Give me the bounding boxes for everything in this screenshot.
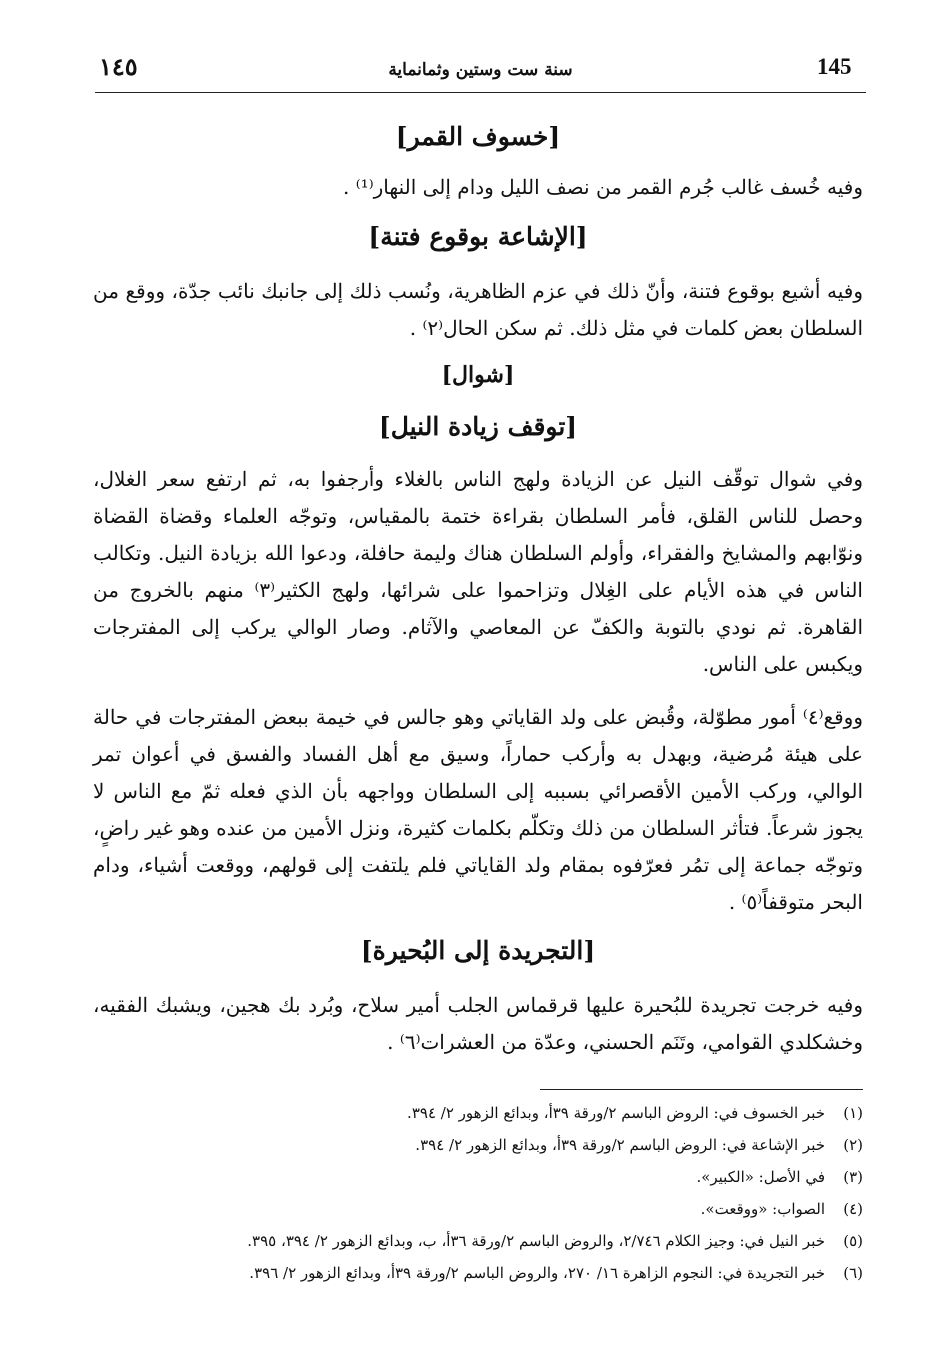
- footnote-text: في الأصل: «الكبير».: [696, 1168, 825, 1186]
- section-heading: [الإشاعة بوقوع فتنة]: [368, 222, 588, 251]
- running-title: سنة ست وستين وثمانماية: [388, 60, 573, 80]
- footnote-number: (٥): [843, 1232, 863, 1250]
- footnote: [93, 1225, 863, 1257]
- section-heading: [التجريدة إلى البُحيرة]: [360, 936, 596, 965]
- paragraph: ووقع⁽٤⁾ أمور مطوّلة، وقُبض على ولد القاياتي وهو جالس في خيمة ببعض المفترجات في حالة على هيئة مُرضية، وبهدل به وأركب حماراً، وسيق مع أهل الفساد والفسق في أعوان تمر الوالي، وركب الأمين الأقصرائي بسببه إلى السلطان وواجهه بأن الذي فعله ثمّ مع الناس لا يجوز شرعاً. فتأثر السلطان من ذلك وتكلّم بكلمات كثيرة، ونزل الأمين من عنده وهو غير راضٍ، وتوجّه جماعة إلى تمُر فعرّفوه بمقام ولد القاياتي فلم يلتفت إلى قولهم، ووقعت أشياء، ودام البحر متوقفاً⁽٥⁾ .: [93, 705, 863, 914]
- paragraph: وفي شوال توقّف النيل عن الزيادة ولهج الناس بالغلاء وأرجفوا به، ثم ارتفع سعر الغلال، وحصل للناس القلق، فأمر السلطان بقراءة ختمة بالمقياس، وتوجّه العلماء وقضاة القضاة ونوّابهم والمشايخ والفقراء، وأولم السلطان هناك وليمة حافلة، ودعوا الله بزيادة النيل. وتكالب الناس في هذه الأيام على الغِلال وتزاحموا على شرائها، ولهج الكثير⁽٣⁾ منهم بالخروج من القاهرة. ثم نودي بالتوبة والكفّ عن المعاصي والآثام. وصار الوالي يركب إلى المفترجات ويكبس على الناس.: [93, 467, 863, 676]
- footnote-text: خبر الإشاعة في: الروض الباسم ٢/ورقة ٣٩أ، وبدائع الزهور ٢/ ٣٩٤.: [415, 1136, 825, 1154]
- footnote-divider: [540, 1089, 863, 1090]
- section-heading: [شوال]: [441, 362, 515, 388]
- footnote-number: (٤): [843, 1200, 863, 1218]
- footnote-text: خبر التجريدة في: النجوم الزاهرة ١٦/ ٢٧٠، والروض الباسم ٢/ورقة ٣٩أ، وبدائع الزهور ٢/ ٣٩٦.: [249, 1264, 825, 1282]
- footnote-number: (٢): [843, 1136, 863, 1154]
- footnote: [93, 1193, 863, 1225]
- footnote-text: خبر النيل في: وجيز الكلام ٢/٧٤٦، والروض الباسم ٢/ورقة ٣٦أ، ب، وبدائع الزهور ٢/ ٣٩٤، ٣٩٥.: [247, 1232, 825, 1250]
- footnote-number: (٣): [843, 1168, 863, 1186]
- footnote: [93, 1257, 863, 1289]
- section-heading: [توقف زيادة النيل]: [378, 412, 578, 441]
- paragraph: وفيه أشيع بوقوع فتنة، وأنّ ذلك في عزم الظاهرية، ونُسب ذلك إلى جانبك نائب جدّة، ووقع من السلطان بعض كلمات في مثل ذلك. ثم سكن الحال⁽٢⁾ .: [93, 279, 863, 340]
- footnote-number: (٦): [843, 1264, 863, 1282]
- section-heading: [خسوف القمر]: [395, 122, 561, 151]
- footnotes: [93, 1097, 863, 1289]
- paragraph: وفيه خُسف غالب جُرم القمر من نصف الليل ودام إلى النهار⁽¹⁾ .: [343, 175, 863, 199]
- page-number-arabic: ١٤٥: [99, 52, 138, 81]
- footnote-number: (١): [843, 1104, 863, 1122]
- footnote-text: خبر الخسوف في: الروض الباسم ٢/ورقة ٣٩أ، وبدائع الزهور ٢/ ٣٩٤.: [407, 1104, 825, 1122]
- footnote: [93, 1129, 863, 1161]
- paragraph: وفيه خرجت تجريدة للبُحيرة عليها قرقماس الجلب أمير سلاح، وبُرد بك هجين، ويشبك الفقيه، وخشكلدي القوامي، وتَنَم الحسني، وعدّة من العشرات⁽٦⁾ .: [93, 993, 863, 1054]
- footnote: [93, 1161, 863, 1193]
- page-number-latin: 145: [817, 54, 852, 79]
- footnote-text: الصواب: «ووقعت».: [700, 1200, 825, 1218]
- footnote: [93, 1097, 863, 1129]
- page-header: [95, 52, 866, 93]
